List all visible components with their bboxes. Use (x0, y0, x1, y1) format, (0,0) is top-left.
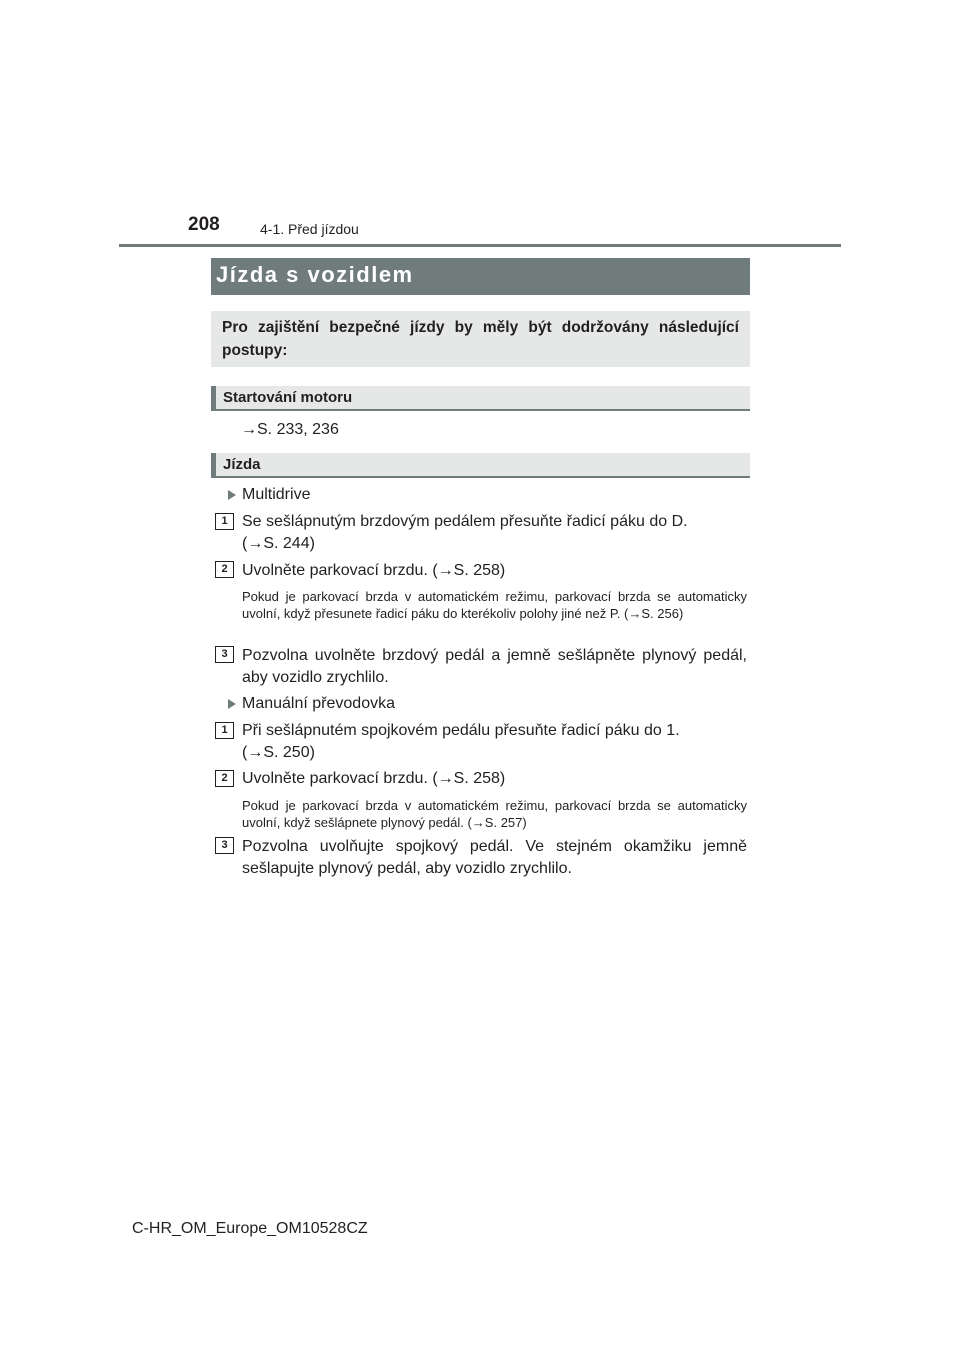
step-number-badge: 1 (215, 513, 234, 530)
step-text: Pozvolna uvolňujte spojkový pedál. Ve stejném okamžiku jemně sešlapujte plynový pedál, aby vozidlo zrychlilo. (242, 838, 747, 877)
starting-reference: →S. 233, 236 (241, 421, 339, 438)
footer-document-id: C-HR_OM_Europe_OM10528CZ (132, 1220, 368, 1237)
step-text: Pozvolna uvolněte brzdový pedál a jemně sešlápněte plynový pedál, aby vozidlo zrychlilo. (242, 647, 747, 686)
step-text: Se sešlápnutým brzdovým pedálem přesuňte řadicí páku do D. (242, 513, 688, 530)
step-text: Při sešlápnutém spojkovém pedálu přesuňte řadicí páku do 1. (242, 722, 680, 739)
subsection-label-multidrive: Multidrive (242, 486, 311, 503)
step-text-reference: (→S. 250) (242, 744, 315, 761)
page-number: 208 (188, 214, 220, 235)
section-heading-starting (211, 386, 750, 411)
triangle-bullet-icon (228, 699, 236, 709)
section-heading-label: Jízda (223, 456, 261, 473)
section-heading-driving (211, 453, 750, 478)
step-number-badge: 3 (215, 837, 234, 854)
step-number-badge: 3 (215, 646, 234, 663)
section-reference: 4-1. Před jízdou (260, 221, 359, 237)
step-number-badge: 1 (215, 722, 234, 739)
triangle-bullet-icon (228, 490, 236, 500)
step-number-badge: 2 (215, 561, 234, 578)
subsection-label-manual: Manuální převodovka (242, 695, 395, 712)
step-text: Uvolněte parkovací brzdu. (→S. 258) (242, 770, 506, 787)
step-text: Uvolněte parkovací brzdu. (→S. 258) (242, 562, 506, 579)
page-title: Jízda s vozidlem (216, 262, 414, 287)
header-divider (119, 244, 841, 247)
step-text-reference: (→S. 244) (242, 535, 315, 552)
intro-text: Pro zajištění bezpečné jízdy by měly být dodržovány následující postupy: (222, 319, 739, 359)
section-heading-label: Startování motoru (223, 389, 353, 406)
step-number-badge: 2 (215, 770, 234, 787)
step-note: Pokud je parkovací brzda v automatickém režimu, parkovací brzda se automaticky uvolní, když sešlápnete plynový pedál. (→S. 257) (242, 798, 747, 830)
title-bar (211, 258, 750, 295)
step-note: Pokud je parkovací brzda v automatickém režimu, parkovací brzda se automaticky uvolní, když přesunete řadicí páku do kterékoliv polohy jiné než P. (→S. 256) (242, 589, 747, 621)
intro-box (211, 311, 750, 367)
